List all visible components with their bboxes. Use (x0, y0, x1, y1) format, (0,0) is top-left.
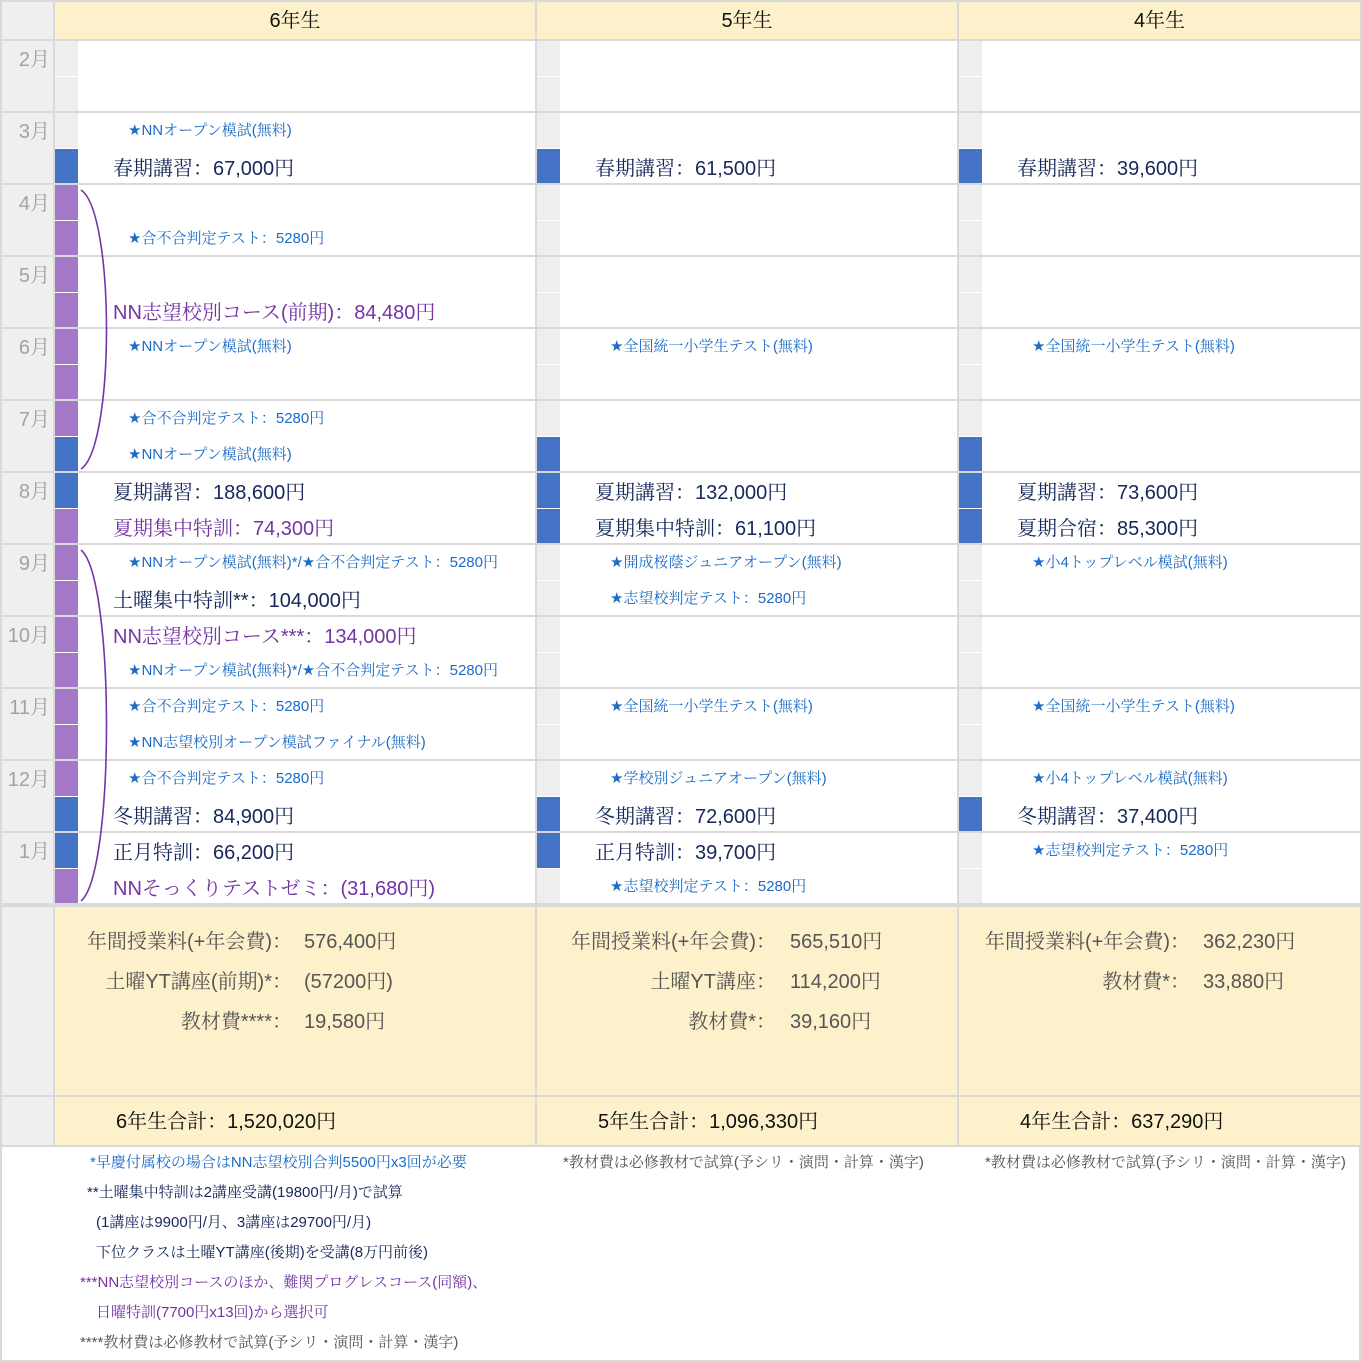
course-fee-label: 夏期講習：188,600円 (113, 482, 306, 504)
period-stripe-none (537, 185, 560, 220)
month-label: 7月 (18, 409, 50, 431)
exam-event-label: ★NNオープン模試(無料) (128, 338, 292, 355)
month-cell (2, 329, 53, 399)
period-stripe-blue (537, 833, 560, 868)
period-stripe-none (959, 545, 982, 580)
period-stripe-none (959, 293, 982, 327)
exam-event-label: ★NN志望校別オープン模試ファイナル(無料) (128, 734, 426, 751)
month-row-cell (537, 401, 957, 471)
summary-label: 教材費*： (688, 1011, 776, 1033)
total-text: 4年生合計：637,290円 (1020, 1111, 1224, 1133)
period-stripe-none (959, 869, 982, 903)
period-stripe-none (537, 689, 560, 724)
period-stripe-none (959, 653, 982, 687)
footnote-grade-5: *教材費は必修教材で試算(予シリ・演問・計算・漢字) (563, 1154, 924, 1171)
period-stripe-purple (55, 221, 78, 255)
summary-value: 362,230円 (1203, 931, 1296, 953)
period-stripe-purple (55, 725, 78, 759)
month-cell (2, 833, 53, 903)
exam-event-label: ★NNオープン模試(無料)*/★合不合判定テスト：5280円 (128, 662, 498, 679)
month-row-cell (537, 257, 957, 327)
period-stripe-blue (959, 473, 982, 508)
period-stripe-purple (55, 329, 78, 364)
summary-row-tuition (55, 924, 535, 960)
summary-row-saturday-yt (537, 964, 957, 1000)
month-label: 5月 (18, 265, 50, 287)
exam-event-label: ★NNオープン模試(無料) (128, 122, 292, 139)
exam-event-label: ★合不合判定テスト：5280円 (128, 230, 325, 247)
period-stripe-none (959, 41, 982, 76)
month-label: 10月 (7, 625, 50, 647)
period-stripe-none (537, 581, 560, 615)
footnote-5: ***NN志望校別コースのほか、難関プログレスコース(同額)、 (80, 1274, 488, 1291)
period-stripe-none (537, 113, 560, 148)
footnotes (2, 1147, 1359, 1360)
summary-grade-5 (537, 907, 957, 1095)
period-stripe-purple (55, 185, 78, 220)
course-fee-label: 正月特訓：66,200円 (113, 842, 295, 864)
special-course-fee-label: NN志望校別コース(前期)：84,480円 (113, 302, 436, 324)
special-course-fee-label: NN志望校別コース***：134,000円 (113, 626, 417, 648)
summary-value: 576,400円 (304, 931, 397, 953)
period-stripe-purple (55, 653, 78, 687)
period-stripe-purple (55, 257, 78, 292)
month-row-cell (55, 329, 535, 399)
month-cell (2, 41, 53, 111)
exam-event-label: ★合不合判定テスト：5280円 (128, 770, 325, 787)
period-stripe-none (959, 113, 982, 148)
period-stripe-none (55, 113, 78, 148)
exam-event-label: ★全国統一小学生テスト(無料) (1032, 338, 1235, 355)
month-label: 9月 (18, 553, 50, 575)
footnote-1: *早慶付属校の場合はNN志望校別合判5500円x3回が必要 (90, 1154, 467, 1171)
period-stripe-none (959, 689, 982, 724)
period-stripe-blue (537, 437, 560, 471)
month-cell (2, 761, 53, 831)
period-stripe-blue (959, 797, 982, 831)
period-stripe-none (959, 581, 982, 615)
exam-event-label: ★全国統一小学生テスト(無料) (1032, 698, 1235, 715)
month-cell (2, 473, 53, 543)
period-stripe-none (959, 725, 982, 759)
month-cell (2, 617, 53, 687)
month-cell (2, 401, 53, 471)
course-fee-label: 夏期合宿：85,300円 (1017, 518, 1199, 540)
month-row-cell (959, 401, 1360, 471)
exam-event-label: ★学校別ジュニアオープン(無料) (610, 770, 827, 787)
summary-label: 教材費*： (1102, 971, 1190, 993)
exam-event-label: ★小4トップレベル模試(無料) (1032, 554, 1228, 571)
period-stripe-blue (55, 437, 78, 471)
period-stripe-purple (55, 365, 78, 399)
footnote-3: (1講座は9900円/月、3講座は29700円/月) (96, 1214, 372, 1231)
course-fee-label: 夏期集中特訓：61,100円 (595, 518, 817, 540)
summary-value: 39,160円 (790, 1011, 872, 1033)
exam-event-label: ★NNオープン模試(無料) (128, 446, 292, 463)
summary-row-saturday-yt (55, 964, 535, 1000)
exam-event-label: ★全国統一小学生テスト(無料) (610, 698, 813, 715)
period-stripe-none (959, 185, 982, 220)
period-stripe-blue (55, 473, 78, 508)
month-cell (2, 185, 53, 255)
header-grade-6: 6年生 (55, 2, 535, 39)
period-stripe-purple (55, 509, 78, 543)
header-grade-5: 5年生 (537, 2, 957, 39)
summary-label: 土曜YT講座(前期)*： (105, 971, 292, 993)
period-stripe-none (537, 221, 560, 255)
period-stripe-none (537, 257, 560, 292)
summary-value: (57200円) (304, 971, 393, 993)
exam-event-label: ★合不合判定テスト：5280円 (128, 410, 325, 427)
month-row-cell (537, 185, 957, 255)
course-fee-label: 冬期講習：72,600円 (595, 806, 777, 828)
period-stripe-purple (55, 581, 78, 615)
month-label: 4月 (18, 193, 50, 215)
period-stripe-none (537, 77, 560, 111)
exam-event-label: ★小4トップレベル模試(無料) (1032, 770, 1228, 787)
period-stripe-none (537, 41, 560, 76)
header-grade-4: 4年生 (959, 2, 1360, 39)
total-grade-5 (537, 1097, 957, 1145)
period-stripe-none (537, 653, 560, 687)
period-stripe-none (959, 77, 982, 111)
summary-row-tuition (537, 924, 957, 960)
period-stripe-blue (959, 149, 982, 183)
month-label: 1月 (18, 841, 50, 863)
period-stripe-none (55, 41, 78, 76)
exam-event-label: ★NNオープン模試(無料)*/★合不合判定テスト：5280円 (128, 554, 498, 571)
exam-event-label: ★開成桜蔭ジュニアオープン(無料) (610, 554, 842, 571)
course-fee-label: 春期講習：67,000円 (113, 158, 295, 180)
course-fee-label: 冬期講習：37,400円 (1017, 806, 1199, 828)
period-stripe-none (55, 77, 78, 111)
summary-row-materials (537, 1004, 957, 1040)
period-stripe-none (959, 329, 982, 364)
summary-value: 33,880円 (1203, 971, 1285, 993)
total-text: 5年生合計：1,096,330円 (598, 1111, 819, 1133)
summary-value: 565,510円 (790, 931, 883, 953)
period-stripe-blue (55, 149, 78, 183)
course-fee-label: 春期講習：39,600円 (1017, 158, 1199, 180)
special-course-fee-label: NNそっくりテストゼミ：(31,680円) (113, 878, 435, 900)
month-row-cell (55, 41, 535, 111)
footnote-6: 日曜特訓(7700円x13回)から選択可 (96, 1304, 329, 1321)
summary-label: 年間授業料(+年会費)： (571, 931, 776, 953)
summary-label: 教材費****： (180, 1011, 292, 1033)
period-stripe-none (959, 365, 982, 399)
period-stripe-none (959, 761, 982, 796)
special-course-fee-label: 夏期集中特訓：74,300円 (113, 518, 335, 540)
course-fee-label: 冬期講習：84,900円 (113, 806, 295, 828)
period-stripe-blue (537, 509, 560, 543)
period-stripe-none (537, 545, 560, 580)
period-stripe-blue (55, 797, 78, 831)
summary-value: 19,580円 (304, 1011, 386, 1033)
total-month-cell (2, 1097, 53, 1145)
period-stripe-none (959, 221, 982, 255)
course-fee-label: 夏期講習：73,600円 (1017, 482, 1199, 504)
header-corner (2, 2, 53, 39)
period-stripe-purple (55, 761, 78, 796)
month-row-cell (959, 257, 1360, 327)
month-row-cell (537, 617, 957, 687)
course-fee-label: 正月特訓：39,700円 (595, 842, 777, 864)
month-row-cell (537, 41, 957, 111)
summary-month-cell (2, 907, 53, 1095)
exam-event-label: ★志望校判定テスト：5280円 (610, 878, 807, 895)
month-cell (2, 113, 53, 183)
period-stripe-purple (55, 545, 78, 580)
summary-row-materials (55, 1004, 535, 1040)
footnote-7: ****教材費は必修教材で試算(予シリ・演問・計算・漢字) (80, 1334, 459, 1351)
summary-grade-6 (55, 907, 535, 1095)
month-label: 2月 (18, 49, 50, 71)
summary-label: 年間授業料(+年会費)： (87, 931, 292, 953)
period-stripe-purple (55, 869, 78, 903)
course-fee-label: 夏期講習：132,000円 (595, 482, 788, 504)
period-stripe-none (959, 401, 982, 436)
period-stripe-blue (959, 437, 982, 471)
summary-row-materials (959, 964, 1360, 1000)
summary-row-tuition (959, 924, 1360, 960)
summary-grade-4 (959, 907, 1360, 1095)
period-stripe-none (959, 257, 982, 292)
period-stripe-none (537, 869, 560, 903)
total-grade-4 (959, 1097, 1360, 1145)
period-stripe-none (537, 365, 560, 399)
total-grade-6 (55, 1097, 535, 1145)
course-fee-label: 春期講習：61,500円 (595, 158, 777, 180)
period-stripe-none (537, 401, 560, 436)
month-cell (2, 257, 53, 327)
month-row-cell (959, 617, 1360, 687)
month-cell (2, 689, 53, 759)
period-stripe-blue (537, 797, 560, 831)
summary-label: 土曜YT講座： (650, 971, 776, 993)
period-stripe-purple (55, 617, 78, 652)
period-stripe-purple (55, 293, 78, 327)
total-text: 6年生合計：1,520,020円 (116, 1111, 337, 1133)
period-stripe-blue (537, 473, 560, 508)
period-stripe-none (537, 761, 560, 796)
period-stripe-none (537, 617, 560, 652)
month-label: 3月 (18, 121, 50, 143)
period-stripe-purple (55, 689, 78, 724)
exam-event-label: ★全国統一小学生テスト(無料) (610, 338, 813, 355)
month-cell (2, 545, 53, 615)
exam-event-label: ★志望校判定テスト：5280円 (610, 590, 807, 607)
month-row-cell (959, 185, 1360, 255)
period-stripe-none (537, 293, 560, 327)
footnote-4: 下位クラスは土曜YT講座(後期)を受講(8万円前後) (96, 1244, 429, 1261)
period-stripe-none (959, 617, 982, 652)
footnote-2: **土曜集中特訓は2講座受講(19800円/月)で試算 (87, 1184, 403, 1201)
summary-value: 114,200円 (790, 971, 881, 993)
month-label: 11月 (9, 697, 50, 719)
exam-event-label: ★合不合判定テスト：5280円 (128, 698, 325, 715)
period-stripe-blue (537, 149, 560, 183)
month-label: 8月 (18, 481, 50, 503)
summary-label: 年間授業料(+年会費)： (985, 931, 1190, 953)
period-stripe-purple (55, 401, 78, 436)
month-label: 12月 (7, 769, 50, 791)
period-stripe-blue (55, 833, 78, 868)
exam-event-label: ★志望校判定テスト：5280円 (1032, 842, 1229, 859)
period-stripe-none (537, 329, 560, 364)
course-fee-label: 土曜集中特訓**：104,000円 (113, 590, 361, 612)
period-stripe-none (537, 725, 560, 759)
period-stripe-none (959, 833, 982, 868)
footnote-grade-4: *教材費は必修教材で試算(予シリ・演問・計算・漢字) (985, 1154, 1346, 1171)
period-stripe-blue (959, 509, 982, 543)
month-row-cell (959, 41, 1360, 111)
month-label: 6月 (18, 337, 50, 359)
